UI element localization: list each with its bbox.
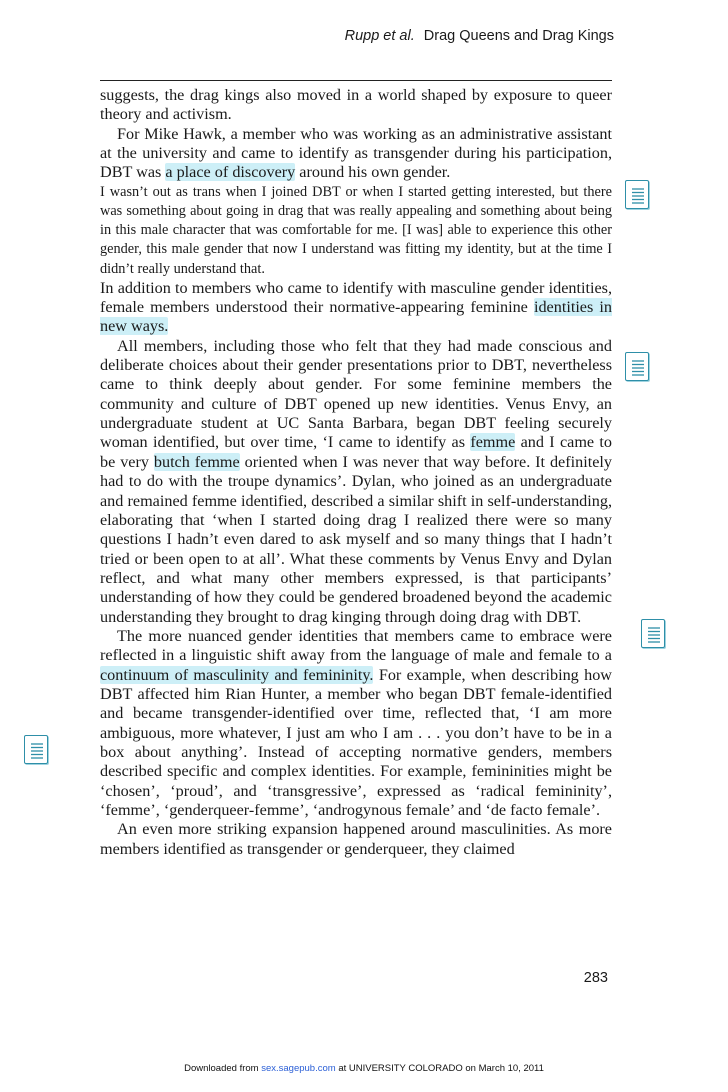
- highlight-identities-in-new-ways[interactable]: identities in new ways.: [100, 298, 612, 336]
- note-icon[interactable]: [625, 180, 649, 209]
- highlight-femme[interactable]: femme: [470, 433, 516, 452]
- note-icon[interactable]: [24, 735, 48, 764]
- running-header: [345, 28, 614, 44]
- highlight-butch-femme[interactable]: butch femme: [153, 452, 240, 471]
- note-icon[interactable]: [625, 352, 649, 381]
- highlight-continuum[interactable]: continuum of masculinity and femininity.: [100, 665, 374, 684]
- paragraph-1: suggests, the drag kings also moved in a world shaped by exposure to queer theory and activism.: [100, 86, 612, 124]
- paragraph-5: The more nuanced gender identities that members came to embrace were reflected in a linguistic shift away from the language of male and female to a continuum of masculinity and femininity. For example, when describing how DBT affected him Rian Hunter, a member who began DBT female-identified and became transgender-identified over time, reflected that, ‘I am more ambiguous, more whatever, I just am who I am . . . you don’t have to be in a box about anything’. Instead of accepting normative genders, members described specific and complex identities. For example, femininities might be ‘chosen’, ‘proud’, and ‘transgressive’, expressed as ‘radical femininity’, ‘femme’, ‘genderqueer-femme’, ‘androgynous female’ and ‘de facto female’.: [100, 626, 612, 820]
- header-rule: [100, 80, 612, 81]
- paragraph-4: All members, including those who felt that they had made conscious and deliberate choices about their gender presentations prior to DBT, nevertheless came to think deeply about gender. For some feminine members the community and culture of DBT opened up new identities. Venus Envy, an undergraduate student at UC Santa Barbara, began DBT feeling securely woman identified, but over time, ‘I came to identify as femme and I came to be very butch femme oriented when I was never that way before. It definitely had to do with the troupe dynamics’. Dylan, who joined as an undergraduate and remained femme identified, described a similar shift in self-understanding, elaborating that ‘when I started doing drag I realized there were so many questions I hadn’t even dared to ask myself and so many things that I hadn’t tried or been open to at all’. What these comments by Venus Envy and Dylan reflect, and what many other members expressed, is that participants’ understanding of how they could be gendered broadened beyond the academic understanding they brought to drag kinging through doing drag with DBT.: [100, 336, 612, 626]
- block-quote: I wasn’t out as trans when I joined DBT or when I started getting interested, but there was something about going in drag that was really appealing and something about being in this male character that was comfortable for me. [I was] able to experience this other gender, this male gender that now I understand was fitting my identity, but at the time I didn’t really understand that.: [100, 183, 612, 277]
- paragraph-3: In addition to members who came to identify with masculine gender identities, female members understood their normative-appearing feminine identities in new ways.: [100, 278, 612, 336]
- header-authors: Rupp et al.: [344, 28, 415, 44]
- page-number: 283: [583, 970, 608, 986]
- article-body: [100, 86, 612, 859]
- paragraph-6: An even more striking expansion happened around masculinities. As more members identified as transgender or genderqueer, they claimed: [100, 820, 612, 858]
- note-icon[interactable]: [641, 619, 665, 648]
- header-title: Drag Queens and Drag Kings: [423, 28, 614, 44]
- highlight-place-of-discovery[interactable]: a place of discovery: [165, 163, 296, 182]
- footer-link[interactable]: sex.sagepub.com: [261, 1063, 336, 1074]
- paragraph-2: For Mike Hawk, a member who was working as an administrative assistant at the university and came to identify as transgender during his participation, DBT was a place of discovery around his own gender.: [100, 124, 612, 182]
- download-footer: Downloaded from sex.sagepub.com at UNIVERSITY COLORADO on March 10, 2011: [184, 1063, 544, 1074]
